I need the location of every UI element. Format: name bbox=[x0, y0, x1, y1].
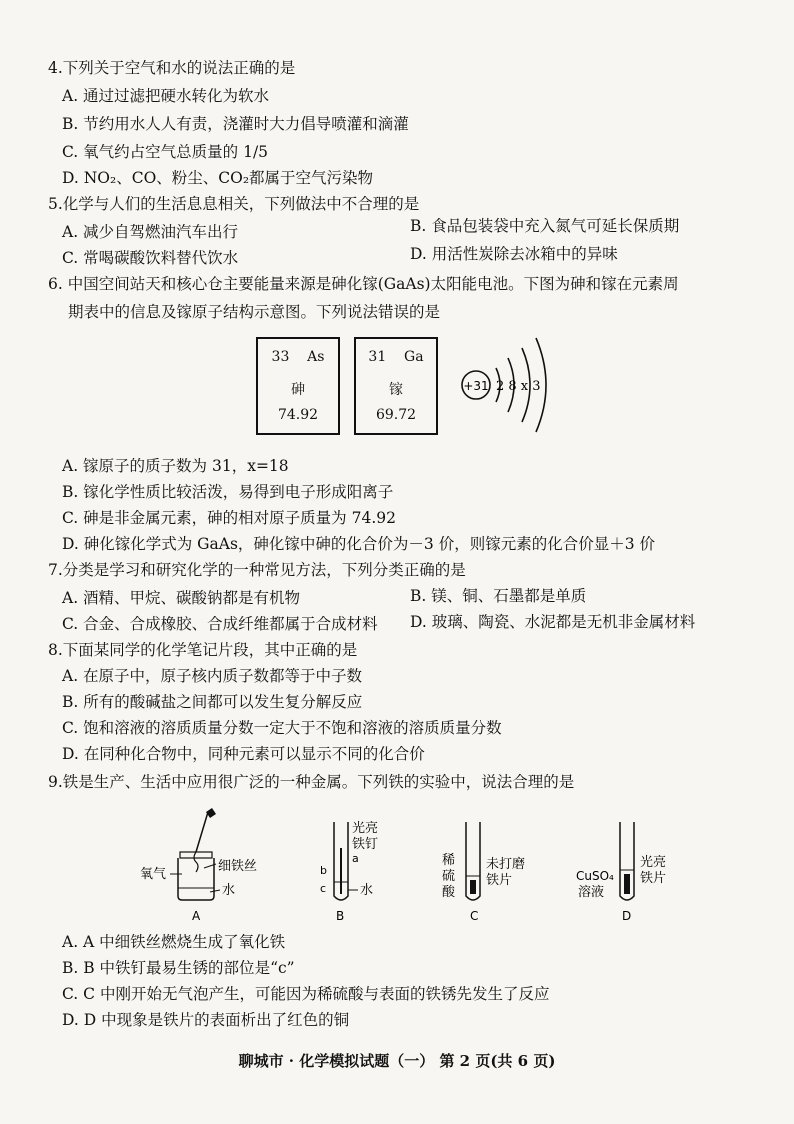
iron-experiments-figure bbox=[120, 808, 680, 928]
as-name: 砷 bbox=[291, 382, 305, 398]
q8-stem: 8.下面某同学的化学笔记片段，其中正确的是 bbox=[48, 641, 358, 659]
q9-option-b: B. B 中铁钉最易生锈的部位是“c” bbox=[62, 959, 295, 977]
q4-option-b: B. 节约用水人人有责，浇灌时大力倡导喷灌和滴灌 bbox=[62, 115, 409, 133]
experiment-c bbox=[442, 822, 525, 923]
d-iron-label: 铁片 bbox=[640, 871, 667, 886]
as-symbol: As bbox=[307, 349, 325, 365]
a-oxygen-label: 氧气 bbox=[140, 867, 167, 882]
b-water-label: 水 bbox=[360, 883, 374, 898]
b-bright-label: 光亮 bbox=[352, 821, 379, 836]
a-wire-label: 细铁丝 bbox=[218, 859, 258, 874]
q5-option-c: C. 常喝碳酸饮料替代饮水 bbox=[62, 249, 239, 267]
q9-option-a: A. A 中细铁丝燃烧生成了氧化铁 bbox=[62, 933, 286, 951]
c-sulfuric-label: 硫 bbox=[442, 869, 456, 884]
as-atomic-number: 33 bbox=[271, 349, 290, 365]
ga-symbol: Ga bbox=[404, 349, 424, 365]
q7-option-d: D. 玻璃、陶瓷、水泥都是无机非金属材料 bbox=[410, 613, 696, 631]
d-cuso4-label: CuSO₄ bbox=[576, 869, 614, 883]
shell-electron-counts: 2 8 x 3 bbox=[496, 379, 541, 394]
b-caption: B bbox=[336, 909, 345, 923]
q5-option-d: D. 用活性炭除去冰箱中的异味 bbox=[410, 245, 618, 263]
experiment-b bbox=[320, 820, 378, 923]
a-water-label: 水 bbox=[222, 883, 236, 898]
q9-option-d: D. D 中现象是铁片的表面析出了红色的铜 bbox=[62, 1011, 350, 1029]
q4-stem: 4.下列关于空气和水的说法正确的是 bbox=[48, 59, 296, 77]
nucleus-charge: +31 bbox=[463, 379, 489, 393]
q6-stem-line1: 6. 中国空间站天和核心仓主要能量来源是砷化镓(GaAs)太阳能电池。下图为砷和镓在元素周 bbox=[48, 275, 679, 293]
b-point-c: c bbox=[320, 882, 327, 895]
q7-option-b: B. 镁、铜、石墨都是单质 bbox=[410, 587, 587, 605]
q6-stem-line2: 期表中的信息及镓原子结构示意图。下列说法错误的是 bbox=[68, 303, 441, 321]
q4-option-c: C. 氧气约占空气总质量的 1/5 bbox=[62, 143, 269, 161]
q7-stem: 7.分类是学习和研究化学的一种常见方法，下列分类正确的是 bbox=[48, 561, 466, 579]
q8-option-d: D. 在同种化合物中，同种元素可以显示不同的化合价 bbox=[62, 745, 425, 763]
q4-option-d: D. NO₂、CO、粉尘、CO₂都属于空气污染物 bbox=[62, 169, 374, 187]
ga-name: 镓 bbox=[389, 382, 403, 398]
arsenic-element-card bbox=[256, 337, 340, 435]
c-caption: C bbox=[470, 909, 479, 923]
b-point-b: b bbox=[320, 864, 327, 877]
q5-option-a: A. 减少自驾燃油汽车出行 bbox=[62, 223, 239, 241]
a-caption: A bbox=[192, 909, 201, 923]
q7-option-a: A. 酒精、甲烷、碳酸钠都是有机物 bbox=[62, 589, 301, 607]
b-point-a: a bbox=[352, 852, 359, 865]
c-unpolished-label: 未打磨 bbox=[486, 857, 526, 872]
q4-option-a: A. 通过过滤把硬水转化为软水 bbox=[62, 87, 270, 105]
c-iron-label: 铁片 bbox=[486, 873, 513, 888]
q6-option-d: D. 砷化镓化学式为 GaAs，砷化镓中砷的化合价为－3 价，则镓元素的化合价显＋3 价 bbox=[62, 535, 656, 553]
as-mass: 74.92 bbox=[277, 407, 319, 423]
c-acid-label: 酸 bbox=[442, 885, 456, 900]
page-footer: 聊城市 · 化学模拟试题（一） 第 2 页(共 6 页) bbox=[238, 1052, 556, 1070]
q6-option-a: A. 镓原子的质子数为 31，x=18 bbox=[62, 457, 289, 475]
q5-option-b: B. 食品包装袋中充入氮气可延长保质期 bbox=[410, 217, 680, 235]
gallium-element-card bbox=[354, 337, 438, 435]
b-nail-label: 铁钉 bbox=[352, 837, 379, 852]
q9-option-c: C. C 中刚开始无气泡产生，可能因为稀硫酸与表面的铁锈先发生了反应 bbox=[62, 985, 550, 1003]
q6-option-b: B. 镓化学性质比较活泼，易得到电子形成阳离子 bbox=[62, 483, 394, 501]
experiment-a bbox=[140, 808, 257, 923]
ga-atomic-number: 31 bbox=[368, 349, 387, 365]
q8-option-c: C. 饱和溶液的溶质质量分数一定大于不饱和溶液的溶质质量分数 bbox=[62, 719, 502, 737]
q6-option-c: C. 砷是非金属元素，砷的相对原子质量为 74.92 bbox=[62, 509, 396, 527]
q8-option-a: A. 在原子中，原子核内质子数都等于中子数 bbox=[62, 667, 363, 685]
c-dilute-label: 稀 bbox=[442, 853, 456, 868]
q9-stem: 9.铁是生产、生活中应用很广泛的一种金属。下列铁的实验中，说法合理的是 bbox=[48, 773, 575, 791]
q7-option-c: C. 合金、合成橡胶、合成纤维都属于合成材料 bbox=[62, 615, 378, 633]
ga-mass: 69.72 bbox=[375, 407, 417, 423]
d-bright-label: 光亮 bbox=[640, 855, 667, 870]
q5-stem: 5.化学与人们的生活息息相关，下列做法中不合理的是 bbox=[48, 195, 420, 213]
d-solution-label: 溶液 bbox=[578, 885, 605, 900]
d-caption: D bbox=[622, 909, 632, 923]
q8-option-b: B. 所有的酸碱盐之间都可以发生复分解反应 bbox=[62, 693, 363, 711]
gallium-atom-diagram bbox=[458, 330, 578, 440]
experiment-d bbox=[576, 822, 666, 923]
